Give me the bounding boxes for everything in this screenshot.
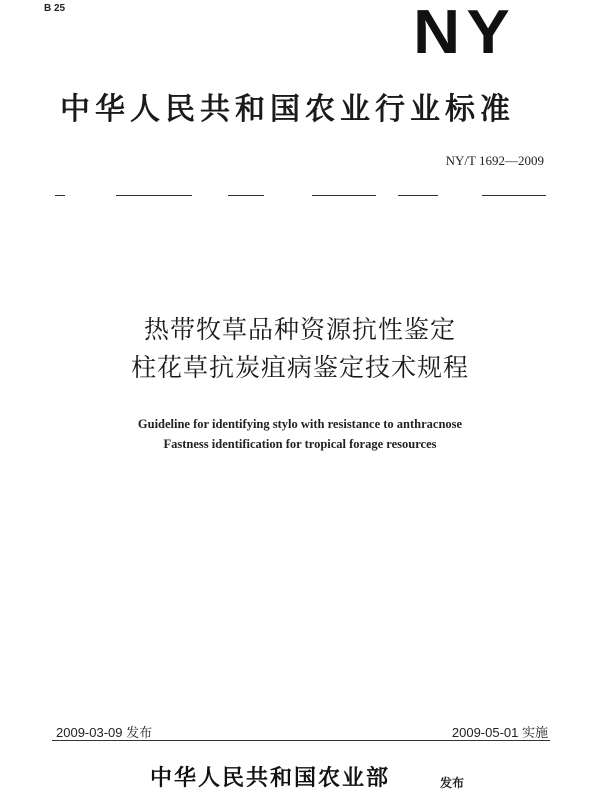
divider-segment bbox=[116, 195, 192, 196]
issuing-authority: 中华人民共和国农业部 bbox=[150, 766, 391, 791]
divider-segment bbox=[55, 195, 65, 196]
ny-logo: NY bbox=[412, 0, 516, 67]
divider-segment bbox=[228, 195, 264, 196]
issuing-suffix: 发布 bbox=[440, 776, 465, 790]
chinese-title-line-2: 柱花草抗炭疽病鉴定技术规程 bbox=[130, 353, 469, 382]
standard-number: NY/T 1692—2009 bbox=[445, 153, 544, 168]
english-title-line-2: Fastness identification for tropical forage resources bbox=[163, 437, 437, 451]
standard-category-title: 中华人民共和国农业行业标准 bbox=[60, 92, 515, 127]
implementation-date: 2009-05-01 实施 bbox=[451, 725, 548, 740]
divider-segment bbox=[398, 195, 438, 196]
issue-date: 2009-03-09 发布 bbox=[56, 725, 153, 740]
ccs-code: B 25 bbox=[44, 3, 66, 14]
divider-segment bbox=[312, 195, 376, 196]
chinese-title-line-1: 热带牧草品种资源抗性鉴定 bbox=[143, 315, 456, 344]
divider-segment bbox=[482, 195, 546, 196]
footer-divider bbox=[52, 740, 550, 741]
english-title-line-1: Guideline for identifying stylo with resistance to anthracnose bbox=[137, 417, 463, 431]
